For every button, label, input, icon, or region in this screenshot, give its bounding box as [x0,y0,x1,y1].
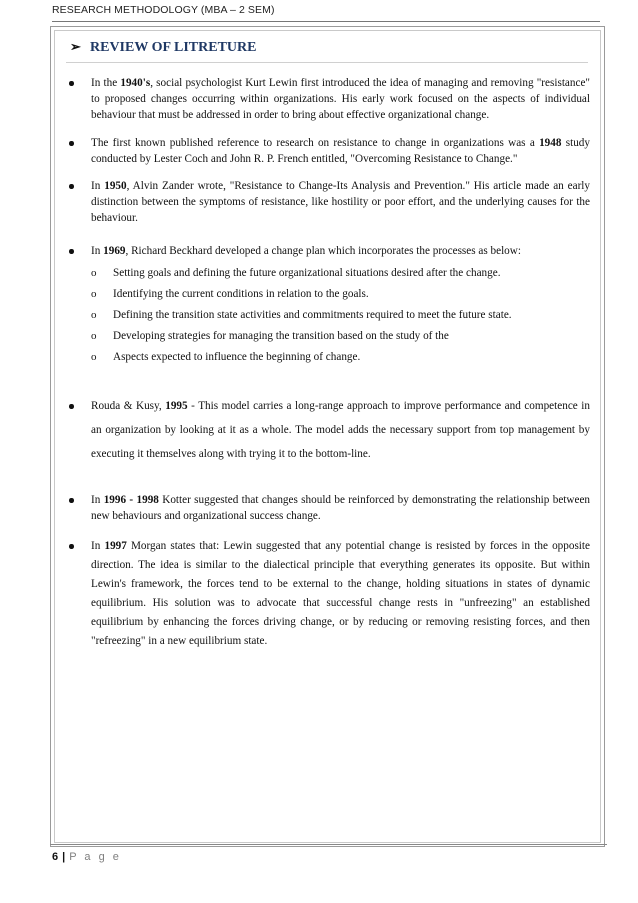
footer-separator: | [62,851,66,863]
bullet-item-1948 [68,135,590,167]
page-number: 6 [52,851,59,863]
bullet-text-pre: Rouda & Kusy, [91,400,166,412]
bullet-item-1950 [68,178,590,226]
sub-list [91,263,590,368]
section-heading [70,39,256,56]
bullet-item-1940 [68,75,590,123]
header-rule [52,21,600,22]
sub-list-item: o Setting goals and defining the future organizational situations desired after the change. [91,263,590,284]
bullet-year: 1950 [104,180,127,192]
bullet-item-1996-1998 [68,492,590,524]
bullet-item-1997 [68,537,590,651]
bullet-text-post: , social psychologist Kurt Lewin first introduced the idea of managing and removing "resistance" to proposed changes occurring within organizations. His early work focused on the aspects of individual behaviour that must be addressed in order to bring about effective organizational change. [91,77,590,121]
arrow-bullet-icon: ➢ [70,39,81,54]
section-heading-text: REVIEW OF LITRETURE [90,40,257,55]
bullet-text-post: Morgan states that: Lewin suggested that any potential change is resisted by forces in the opposite direction. The idea is similar to the dialectical principle that everything generates its opposite. But within Lewin's framework, the forces tend to be external to the change, holding situations in states of dynamic equilibrium. His solution was to advocate that successful change rests in "unfreezing" an established equilibrium by enhancing the forces driving change, or by reducing or removing resisting forces, and then "refreezing" in a new equilibrium state. [91,540,590,647]
bullet-text-pre: The first known published reference to research on resistance to change in organizations was a [91,137,540,149]
bullet-text-pre: In [91,245,104,257]
sub-list-item: o Identifying the current conditions in relation to the goals. [91,284,590,305]
bullet-year: 1969 [103,245,126,257]
bullet-year: 1996 - 1998 [103,494,159,506]
bullet-year: 1997 [104,540,127,552]
bullet-year: 1948 [539,137,562,149]
bullet-year: 1995 [165,400,188,412]
bullet-text-post: , Alvin Zander wrote, "Resistance to Change-Its Analysis and Prevention." His article made an early distinction between the symptoms of resistance, like hostility or poor effort, and the underlying causes for the behaviour. [91,180,590,224]
review-list [68,75,590,651]
bullet-text-post: , Richard Beckhard developed a change plan which incorporates the processes as below: [125,245,521,257]
bullet-text-pre: In [91,180,105,192]
footer-rule [50,844,607,845]
sub-list-item: o Developing strategies for managing the transition based on the study of the [91,326,590,347]
bullet-text-pre: In [91,540,105,552]
heading-rule [66,62,588,63]
bullet-text-pre: In [91,494,104,506]
bullet-item-1969 [68,240,590,368]
page-footer [52,851,121,863]
bullet-year: 1940's [120,77,151,89]
bullet-text-post: - This model carries a long-range approach to improve performance and competence in an organization by looking at it as a whole. The model adds the necessary support from top management by executing it themselves along with trying it to the bottom-line. [91,400,590,460]
sub-list-item: o Defining the transition state activities and commitments required to meet the future state. [91,305,590,326]
bullet-item-1995 [68,394,590,466]
sub-list-item: o Aspects expected to influence the beginning of change. [91,347,590,368]
bullet-text-post: Kotter suggested that changes should be reinforced by demonstrating the relationship between new behaviours and organizational success change. [91,494,590,522]
running-header: RESEARCH METHODOLOGY (MBA – 2 SEM) [52,4,275,16]
page-label: P a g e [69,851,122,863]
bullet-text-pre: In the [91,77,121,89]
bullet-text-post: study conducted by Lester Coch and John R. P. French entitled, "Overcoming Resistance to Change." [91,137,590,165]
